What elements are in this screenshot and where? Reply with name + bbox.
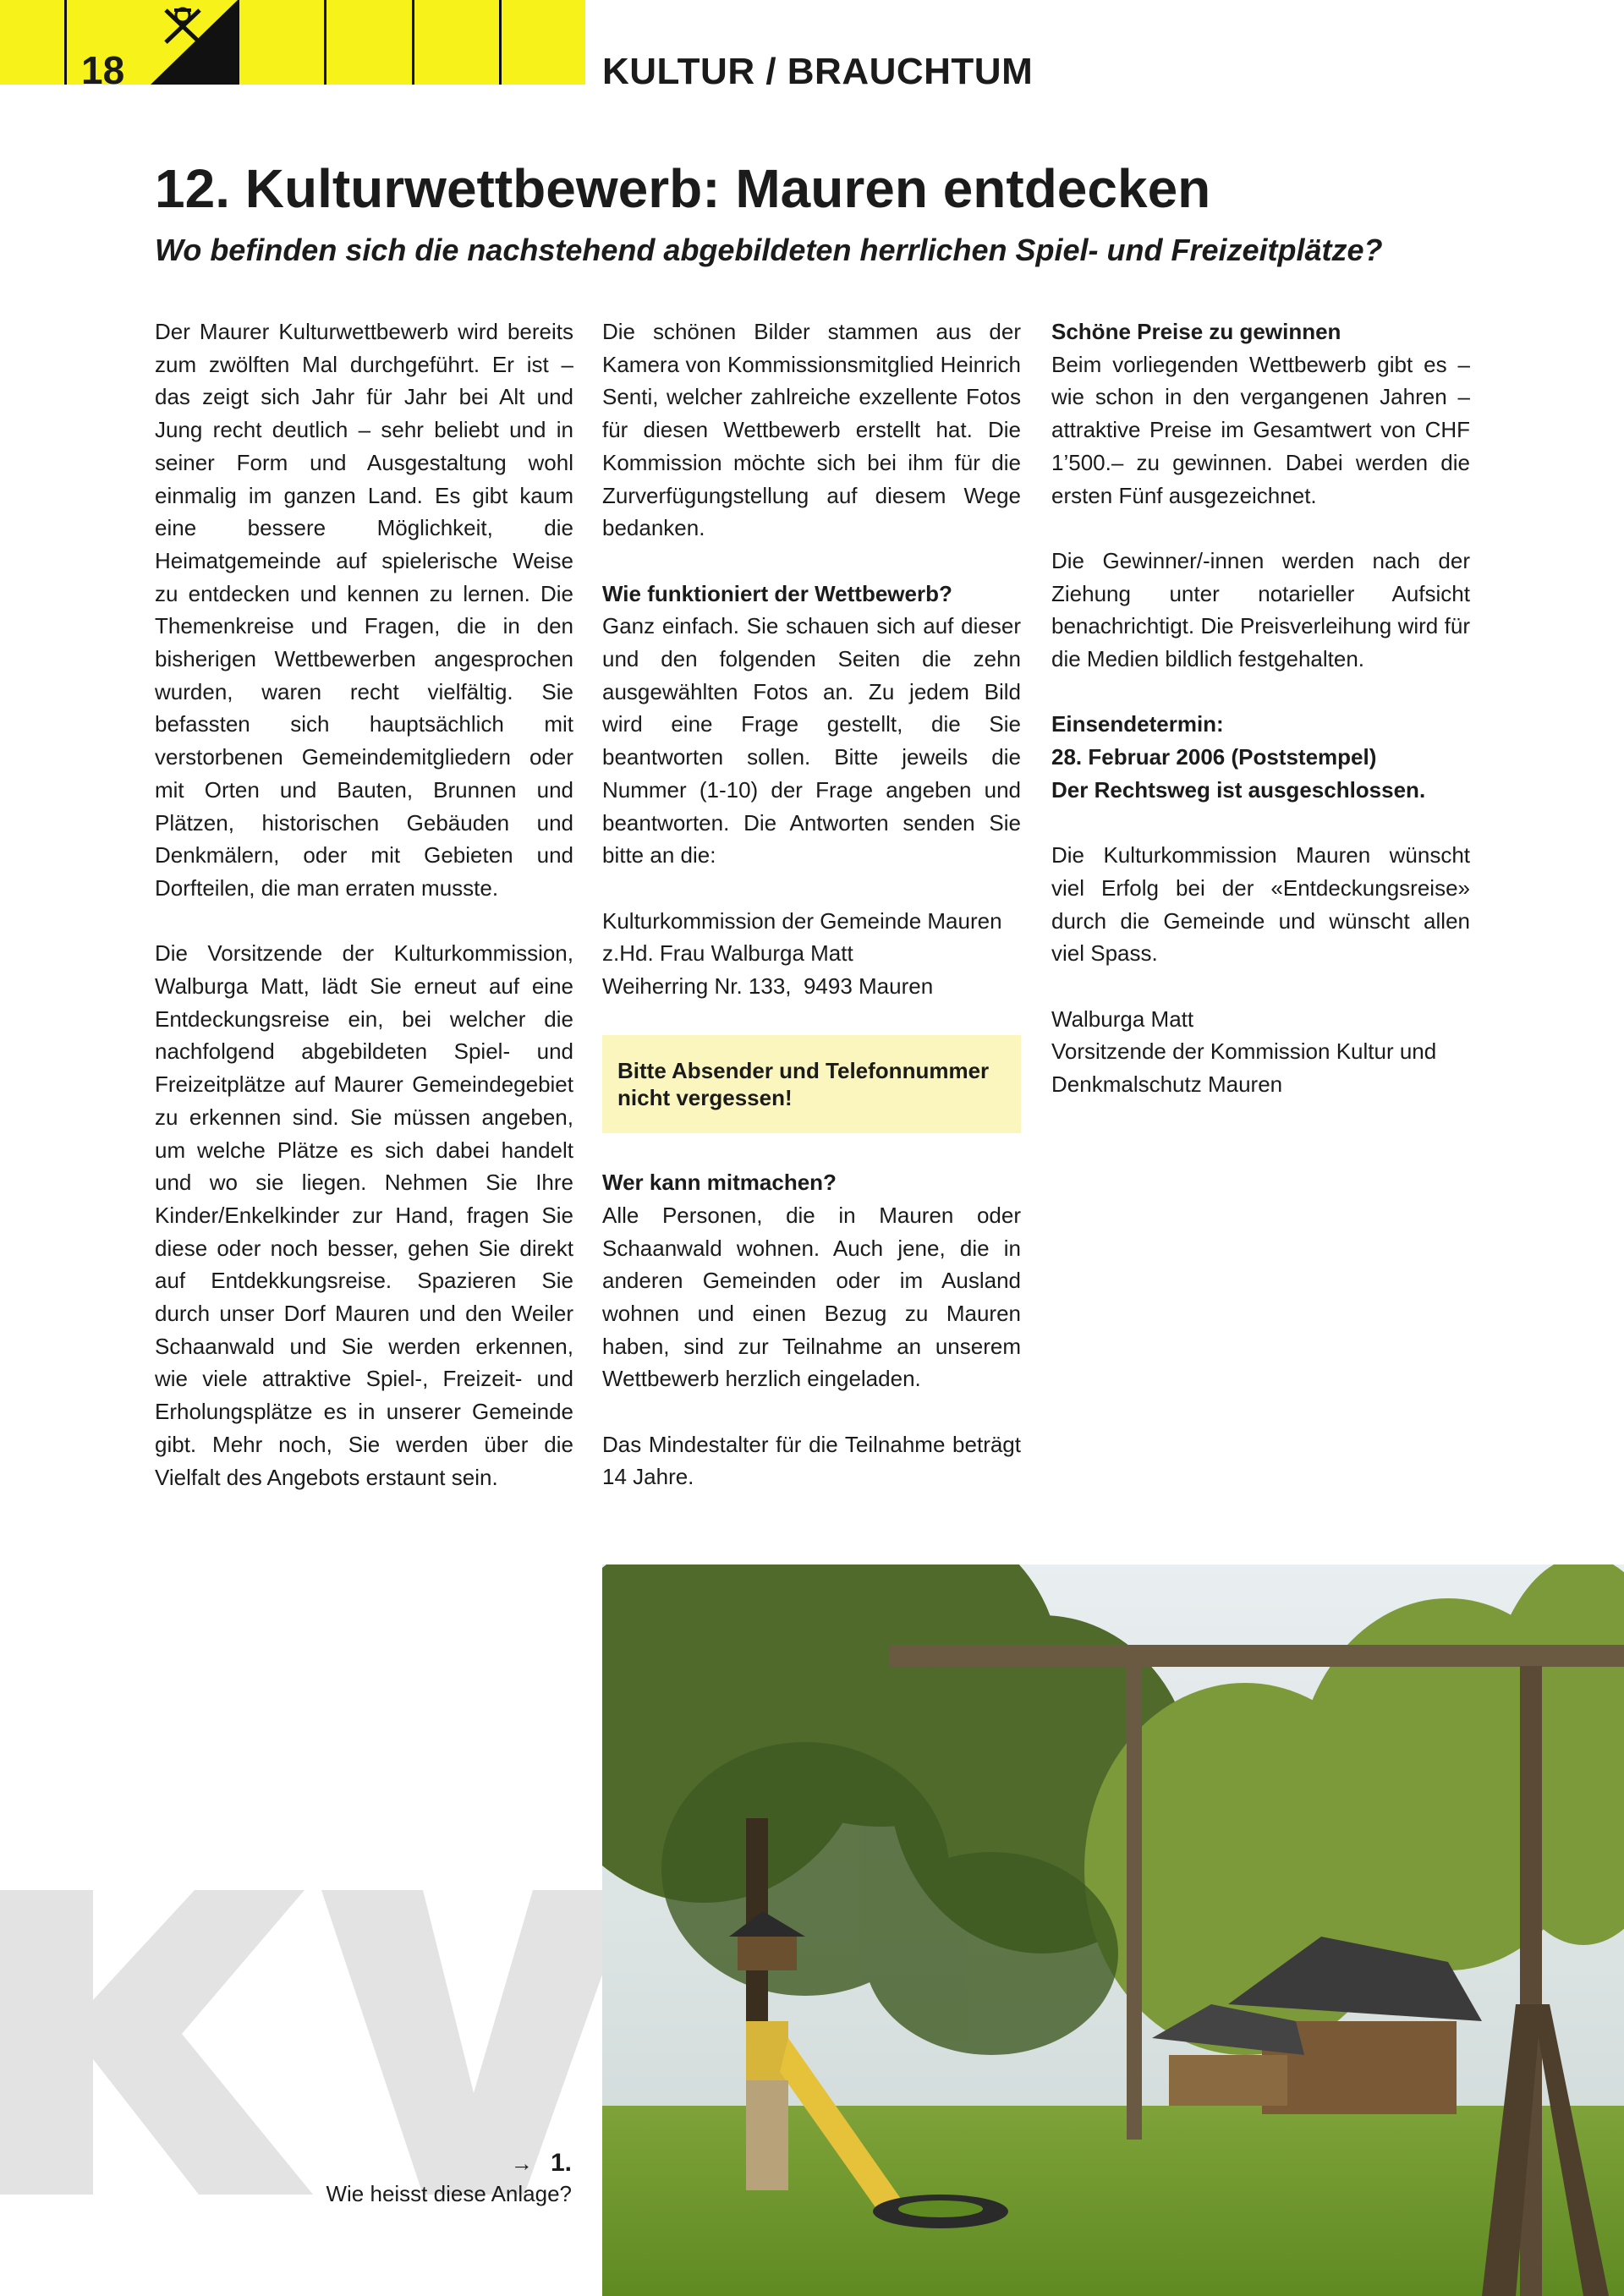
coat-of-arms-icon xyxy=(151,0,238,85)
photo-caption xyxy=(254,2148,572,2209)
signature xyxy=(1051,1003,1470,1101)
photo-number: 1. xyxy=(550,2149,572,2177)
photo-question: Wie heisst diese Anlage? xyxy=(326,2181,572,2206)
text-column-2 xyxy=(602,315,1021,1526)
address-line: Kulturkommission der Gemeinde Mauren xyxy=(602,907,1002,934)
text-column-1 xyxy=(155,315,573,1526)
paragraph-text: Alle Personen, die in Mauren oder Schaanwald wohnen. Auch jene, die in anderen Gemeinden oder im Ausland wohnen und einen Bezug zu Mauren haben, sind zur Teilnahme an unserem Wettbewerb herzlich eingeladen. xyxy=(602,1202,1021,1392)
signature-role: Vorsitzende der Kommission Kultur und Denkmalschutz Mauren xyxy=(1051,1038,1437,1098)
header-tick xyxy=(324,0,326,85)
header-tick xyxy=(499,0,502,85)
header-tick xyxy=(64,0,67,85)
article-subtitle: Wo befinden sich die nachstehend abgebildeten herrlichen Spiel- und Freizeitplätze? xyxy=(155,233,1383,267)
deadline-block xyxy=(1051,708,1470,806)
paragraph-text: Beim vorliegenden Wettbewerb gibt es – wie schon in den vergangenen Jahren – attraktive Preise im Gesamtwert von CHF 1’500.– zu gewinnen. Dabei werden die ersten Fünf ausgezeichnet. xyxy=(1051,351,1470,508)
reminder-callout: Bitte Absender und Telefonnummer nicht vergessen! xyxy=(602,1035,1021,1133)
article-title: 12. Kulturwettbewerb: Mauren entdecken xyxy=(155,158,1211,219)
paragraph-text: Ganz einfach. Sie schauen sich auf dieser und den folgenden Seiten die zehn ausgewählten Fotos an. Zu jedem Bild wird eine Frage gestellt, die Sie beantworten sollen. Bitte jeweils die Nummer (1-10) der Frage angeben und beantworten. Die Antworten senden Sie bitte an die: xyxy=(602,613,1021,869)
text-column-3 xyxy=(1051,315,1470,1134)
subheading: Wie funktioniert der Wettbewerb? xyxy=(602,580,952,606)
section-block xyxy=(602,1166,1021,1395)
arrow-right-icon: → xyxy=(510,2151,533,2176)
legal-note: Der Rechtsweg ist ausgeschlossen. xyxy=(1051,776,1426,803)
subheading: Wer kann mitmachen? xyxy=(602,1170,837,1196)
signature-name: Walburga Matt xyxy=(1051,1006,1194,1032)
address-line: z.Hd. Frau Walburga Matt xyxy=(602,940,853,967)
paragraph: Der Maurer Kulturwettbewerb wird bereits zum zwölften Mal durchgeführt. Er ist – das zeigt sich Jahr für Jahr bei Alt und Jung recht deutlich – sehr beliebt und in seiner Form und Ausgestaltung wohl einmalig im ganzen Land. Es gibt kaum eine bessere Möglichkeit, die Heimatgemeinde auf spielerische Weise zu entdecken und kennen zu lernen. Die Themenkreise und Fragen, die in den bisherigen Wettbewerben angesprochen wurden, waren recht vielfältig. Sie befassten sich hauptsächlich mit verstorbenen Gemeindemitgliedern oder mit Orten und Bauten, Brunnen und Plätzen, historischen Gebäuden und Denkmälern, oder mit Gebieten und Dorfteilen, die man erraten musste. xyxy=(155,319,573,901)
paragraph: Die schönen Bilder stammen aus der Kamera von Kommissionsmitglied Heinrich Senti, welcher zahlreiche exzellente Fotos für diesen Wettbewerb erstellt hat. Die Kommission möchte sich bei ihm für die Zurverfügungstellung auf diesem Wege bedanken. xyxy=(602,319,1021,541)
playground-photo xyxy=(602,1564,1624,2296)
header-tick xyxy=(412,0,414,85)
section-block xyxy=(602,578,1021,872)
deadline-label: Einsendetermin: xyxy=(1051,711,1224,737)
subheading: Schöne Preise zu gewinnen xyxy=(1051,319,1341,344)
address-line: Weiherring Nr. 133, 9493 Mauren xyxy=(602,973,934,1000)
section-title: KULTUR / BRAUCHTUM xyxy=(602,51,1034,92)
page-number: 18 xyxy=(81,48,125,92)
address-block xyxy=(602,905,1021,1003)
paragraph: Die Gewinner/-innen werden nach der Ziehung unter notarieller Aufsicht benachrichtigt. Die Preisverleihung wird für die Medien bildlich festgehalten. xyxy=(1051,547,1470,672)
paragraph: Die Vorsitzende der Kulturkommission, Walburga Matt, lädt Sie erneut auf eine Entdeckungsreise ein, bei welcher die nachfolgend abgebildeten Spiel- und Freizeitplätze auf Maurer Gemeindegebiet zu erkennen sind. Sie müssen angeben, um welche Plätze es sich dabei handelt und wo sie liegen. Nehmen Sie Ihre Kinder/Enkelkinder zur Hand, fragen Sie diese oder noch besser, gehen Sie direkt auf Entdekkungsreise. Spazieren Sie durch unser Dorf Mauren und den Weiler Schaanwald und Sie werden erkennen, wie viele attraktive Spiel-, Freizeit- und Erholungsplätze es in unserer Gemeinde gibt. Mehr noch, Sie werden über die Vielfalt des Angebots erstaunt sein. xyxy=(155,940,573,1490)
deadline-date: 28. Februar 2006 (Poststempel) xyxy=(1051,744,1377,770)
paragraph: Das Mindestalter für die Teilnahme beträgt 14 Jahre. xyxy=(602,1431,1021,1490)
section-block xyxy=(1051,315,1470,512)
paragraph: Die Kulturkommission Mauren wünscht viel Erfolg bei der «Entdeckungsreise» durch die Gemeinde und wünscht allen viel Spass. xyxy=(1051,842,1470,967)
